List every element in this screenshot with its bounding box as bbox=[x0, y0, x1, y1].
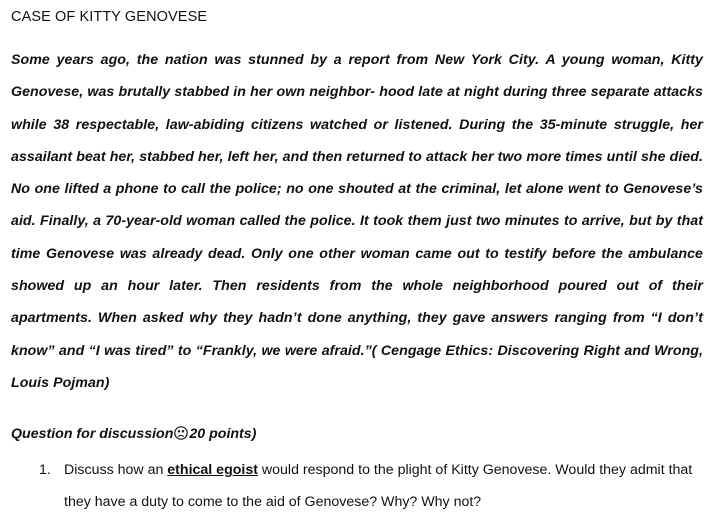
case-paragraph: Some years ago, the nation was stunned by a report from New York City. A young woman, Kitty Genovese, was brutally stabbed in her own neighbor- hood late at night during three separate attacks while 38 respectable, law-abiding citizens watched or listened. During the 35-minute struggle, her assailant beat her, stabbed her, left her, and then returned to attack her two more times until she died. No one lifted a phone to call the police; no one shouted at the criminal, let alone went to Genovese’s aid. Finally, a 70-year-old woman called the police. It took them just two minutes to arrive, but by that time Genovese was already dead. Only one other woman came out to testify before the ambulance showed up an hour later. Then residents from the whole neighborhood poured out of their apartments. When asked why they hadn’t done anything, they gave answers ranging from “I don’t know” and “I was tired” to “Frankly, we were afraid.”( Cengage Ethics: Discovering Right and Wrong, Louis Pojman) bbox=[11, 52, 703, 391]
question-text-before: Discuss how an bbox=[64, 462, 168, 479]
question-text bbox=[64, 454, 703, 518]
question-heading-prefix: Question for discussion bbox=[11, 426, 174, 443]
frowning-face-icon bbox=[174, 426, 188, 440]
list-item bbox=[11, 454, 703, 518]
question-list bbox=[11, 454, 703, 518]
question-text-after: would respond to the plight of Kitty Genovese. Would they admit that they have a duty to come to the aid of Genovese? Why? Why not? bbox=[64, 462, 693, 511]
question-heading bbox=[11, 422, 703, 446]
question-number: 1. bbox=[39, 462, 51, 479]
document-title: CASE OF KITTY GENOVESE bbox=[11, 9, 208, 25]
question-heading-suffix: 20 points) bbox=[189, 426, 257, 443]
document bbox=[11, 6, 703, 518]
key-term: ethical egoist bbox=[167, 462, 258, 479]
